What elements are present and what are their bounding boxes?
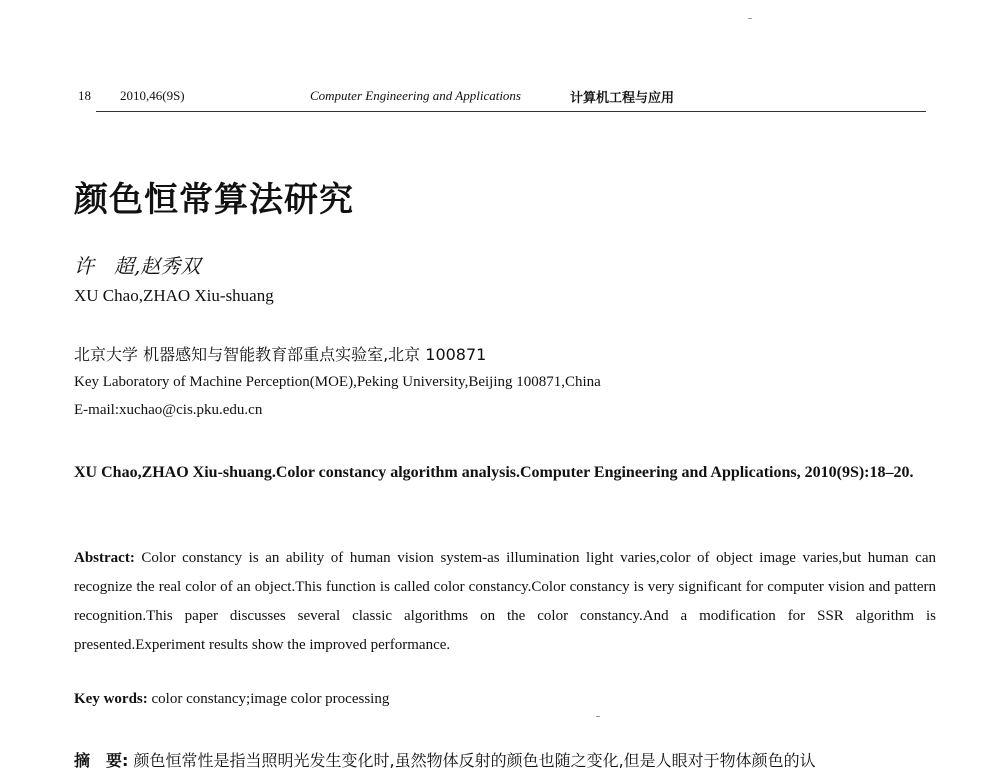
affiliation-cn: 北京大学 机器感知与智能教育部重点实验室,北京 100871 [74, 345, 487, 364]
authors-en: XU Chao,ZHAO Xiu-shuang [74, 286, 274, 305]
affiliation-en: Key Laboratory of Machine Perception(MOE),Peking University,Beijing 100871,China [74, 374, 601, 390]
keywords-label: Key words: [74, 691, 148, 707]
paper-title: 颜色恒常算法研究 [74, 180, 354, 220]
authors-cn: 许 超,赵秀双 [74, 254, 201, 278]
page-number: 18 [78, 88, 91, 103]
journal-name-cn: 计算机工程与应用 [570, 91, 675, 106]
cn-abstract-label: 摘 要: [74, 751, 129, 770]
running-header [70, 88, 930, 110]
abstract-label: Abstract: [74, 550, 135, 566]
header-rule [96, 111, 926, 112]
citation: XU Chao,ZHAO Xiu-shuang.Color constancy algorithm analysis.Computer Engineering and Applications, 2010(9S):18–20. [74, 464, 914, 481]
issue-info: 2010,46(9S) [120, 88, 185, 103]
cn-abstract-text: 颜色恒常性是指当照明光发生变化时,虽然物体反射的颜色也随之变化,但是人眼对于物体颜色的认 [133, 751, 816, 770]
journal-name-en: Computer Engineering and Applications [310, 88, 521, 103]
scan-speck [748, 18, 752, 19]
scan-speck [596, 716, 600, 717]
keywords-text: color constancy;image color processing [151, 691, 390, 707]
abstract-text: Color constancy is an ability of human vision system-as illumination light varies,color of object image varies,but human can recognize the real color of an object.This function is called color constancy.Color constancy is very significant for computer vision and pattern recognition.This paper discusses several classic algorithms on the color constancy.And a modification for SSR algorithm is presented.Experiment results show the improved performance. [74, 550, 936, 653]
keywords [74, 691, 389, 708]
email: E-mail:xuchao@cis.pku.edu.cn [74, 402, 263, 418]
abstract [74, 544, 936, 660]
